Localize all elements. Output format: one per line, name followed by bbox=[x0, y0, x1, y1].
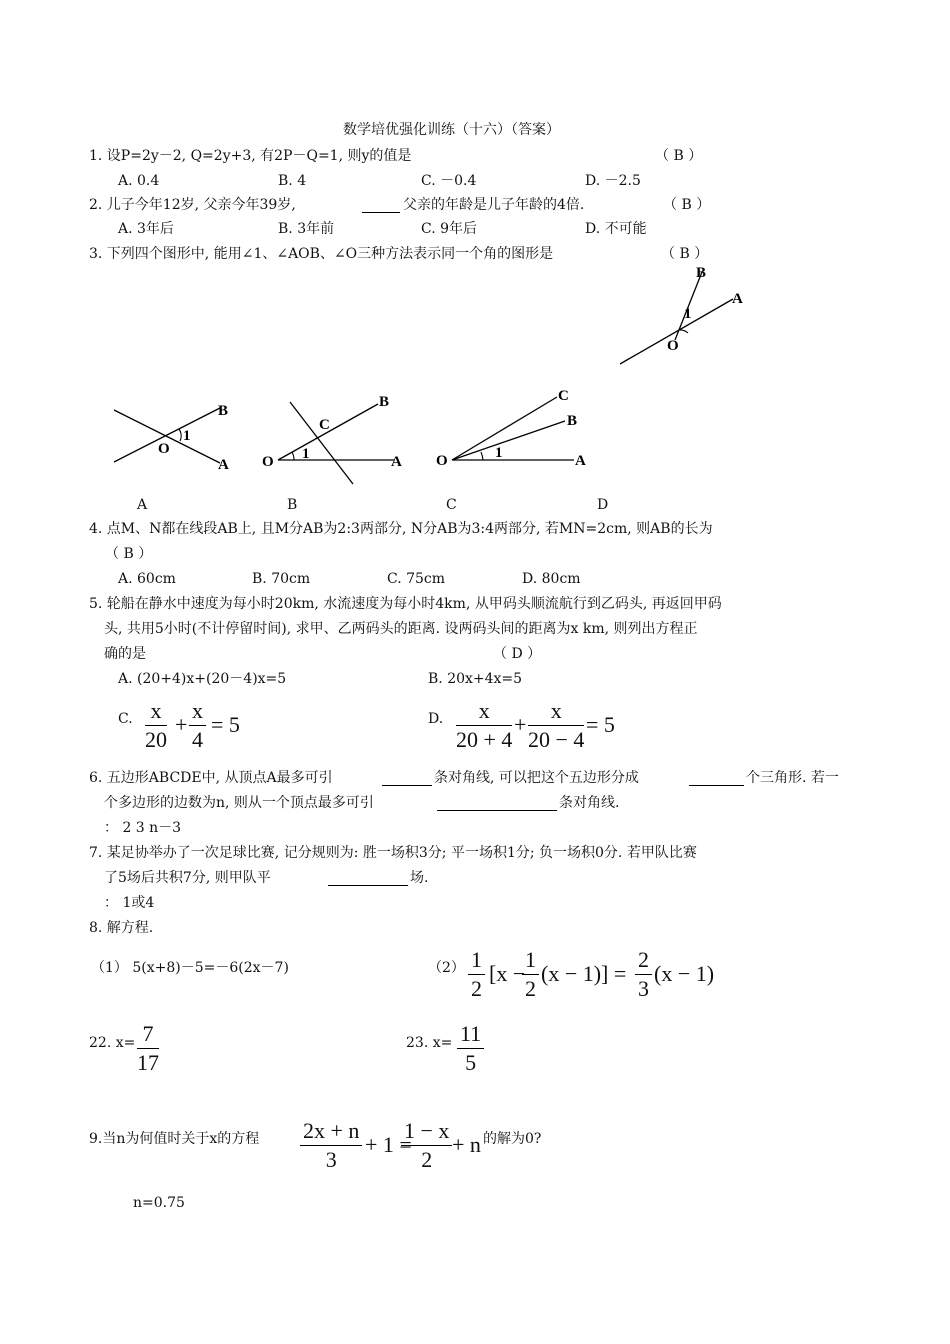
fig-c-label-b: B bbox=[567, 413, 578, 429]
q3-option-label-d: D bbox=[597, 497, 609, 513]
q5-line-1: 5. 轮船在静水中速度为每小时20km, 水流速度为每小时4km, 从甲码头顺流航行到乙码头, 再返回甲码 bbox=[89, 596, 722, 612]
q8-p2-inner-den: 2 bbox=[525, 976, 536, 1001]
fig-c-label-a: A bbox=[575, 453, 586, 469]
q2-option-c: C. 9年后 bbox=[421, 221, 478, 237]
q8-part-2-label: （2） bbox=[428, 960, 465, 976]
q1-option-d: D. －2.5 bbox=[585, 173, 641, 189]
q4-answer: （ B ） bbox=[105, 546, 153, 562]
q6-line-2-start: 个多边形的边数为n, 则从一个顶点最多可引 bbox=[104, 795, 374, 811]
q8-answer-1-label: 22. x= bbox=[89, 1035, 136, 1051]
q5-option-d-label: D. bbox=[428, 711, 444, 727]
fig-b-label-a: A bbox=[391, 454, 402, 470]
q8-answer-1-frac bbox=[137, 1023, 159, 1074]
q8-p2-half-num: 1 bbox=[468, 949, 485, 975]
q6-line-1-mid: 条对角线, 可以把这个五边形分成 bbox=[434, 770, 639, 786]
q8-answer-2-frac bbox=[457, 1023, 484, 1074]
q1-option-c: C. －0.4 bbox=[421, 173, 477, 189]
q7-blank bbox=[328, 873, 408, 886]
fig-d-label-b: B bbox=[696, 265, 707, 281]
q5-line-2: 头, 共用5小时(不计停留时间), 求甲、乙两码头的距离. 设两码头间的距离为x km, 则列出方程正 bbox=[104, 621, 698, 637]
q5-d-equals: = 5 bbox=[586, 712, 615, 737]
q9-answer: n=0.75 bbox=[133, 1195, 185, 1211]
fig-b-label-b: B bbox=[379, 394, 390, 410]
q8-p2-end: (x − 1) bbox=[654, 961, 715, 986]
q5-d-plus: + bbox=[514, 712, 527, 737]
q2-stem-start: 2. 儿子今年12岁, 父亲今年39岁, bbox=[89, 197, 296, 213]
q8-p2-half-den: 2 bbox=[471, 976, 482, 1001]
figure-a bbox=[108, 395, 248, 485]
q3-option-label-c: C bbox=[446, 497, 457, 513]
q9-frac-right bbox=[401, 1120, 452, 1171]
q5-option-c-label: C. bbox=[118, 711, 133, 727]
fig-b-label-c: C bbox=[319, 417, 330, 433]
q4-option-d: D. 80cm bbox=[522, 571, 581, 587]
fig-d-label-a: A bbox=[732, 291, 743, 307]
fig-d-label-o: O bbox=[667, 338, 679, 354]
q2-option-b: B. 3年前 bbox=[278, 221, 335, 237]
q8-p2-frac-inner bbox=[522, 949, 539, 1000]
q3-option-label-a: A bbox=[137, 497, 148, 513]
q1-option-a: A. 0.4 bbox=[118, 173, 160, 189]
q8-p2-middle: (x − 1)] = bbox=[541, 961, 627, 986]
fig-c-label-1: 1 bbox=[495, 445, 503, 461]
q3-stem: 3. 下列四个图形中, 能用∠1、∠AOB、∠O三种方法表示同一个角的图形是 bbox=[89, 246, 554, 262]
fig-a-label-1: 1 bbox=[183, 428, 191, 444]
q4-option-b: B. 70cm bbox=[252, 571, 311, 587]
q6-blank-3 bbox=[437, 798, 557, 811]
q8-answer-2-den: 5 bbox=[465, 1050, 477, 1075]
q8-answer-2-label: 23. x= bbox=[406, 1035, 453, 1051]
q6-line-2-end: 条对角线. bbox=[559, 795, 620, 811]
q8-p2-frac-half bbox=[468, 949, 485, 1000]
q9-right-num: 1 − x bbox=[401, 1120, 452, 1146]
q3-option-label-b: B bbox=[287, 497, 298, 513]
q5-c-equals: = 5 bbox=[211, 712, 240, 737]
q5-d-num-2: x bbox=[528, 700, 584, 726]
fig-d-label-1: 1 bbox=[684, 306, 692, 322]
q4-option-a: A. 60cm bbox=[118, 571, 176, 587]
fig-b-label-o: O bbox=[262, 454, 274, 470]
q7-line-2-end: 场. bbox=[410, 870, 429, 886]
q5-option-b: B. 20x+4x=5 bbox=[428, 671, 523, 687]
q5-option-a: A. (20+4)x+(20－4)x=5 bbox=[118, 671, 287, 687]
q7-line-2-start: 了5场后共积7分, 则甲队平 bbox=[104, 870, 271, 886]
q8-answer-1-num: 7 bbox=[137, 1023, 159, 1049]
q4-stem: 4. 点M、N都在线段AB上, 且M分AB为2:3两部分, N分AB为3:4两部分, 若MN=2cm, 则AB的长为 bbox=[89, 521, 713, 537]
q9-stem-end: 的解为0? bbox=[483, 1131, 542, 1147]
q4-option-c: C. 75cm bbox=[387, 571, 446, 587]
q1-option-b: B. 4 bbox=[278, 173, 307, 189]
q2-option-d: D. 不可能 bbox=[585, 221, 647, 237]
fig-a-label-b: B bbox=[218, 403, 229, 419]
fig-a-label-a: A bbox=[218, 457, 229, 473]
q6-blank-1 bbox=[382, 773, 432, 786]
q9-frac-left bbox=[300, 1120, 362, 1171]
q9-end: + n bbox=[452, 1132, 481, 1157]
q5-c-frac-1 bbox=[145, 700, 167, 751]
q5-line-3: 确的是 bbox=[104, 646, 146, 662]
q8-stem: 8. 解方程. bbox=[89, 920, 154, 936]
q3-answer: （ B ） bbox=[661, 246, 709, 262]
q8-p2-frac-third bbox=[635, 949, 652, 1000]
q9-middle: + 1 = bbox=[365, 1132, 412, 1157]
q5-d-num-1: x bbox=[456, 700, 512, 726]
q5-d-frac-2 bbox=[528, 700, 584, 751]
q2-blank bbox=[362, 200, 400, 213]
q7-answer: ： 1或4 bbox=[104, 895, 155, 911]
q2-option-a: A. 3年后 bbox=[118, 221, 174, 237]
fig-c-label-c: C bbox=[558, 388, 569, 404]
q1-stem: 1. 设P=2y－2, Q=2y+3, 有2P－Q=1, 则y的值是 bbox=[89, 148, 412, 164]
q5-c-frac-2 bbox=[189, 700, 206, 751]
q7-line-1: 7. 某足协举办了一次足球比赛, 记分规则为: 胜一场积3分; 平一场积1分; 负一场积0分. 若甲队比赛 bbox=[89, 845, 697, 861]
q5-d-den-1: 20 + 4 bbox=[456, 727, 513, 752]
q5-c-plus: + bbox=[175, 712, 188, 737]
page-title: 数学培优强化训练（十六）（答案） bbox=[343, 122, 560, 138]
q6-answer: ： 2 3 n－3 bbox=[104, 820, 182, 836]
q8-p2-third-den: 3 bbox=[638, 976, 649, 1001]
fig-b-label-1: 1 bbox=[302, 446, 310, 462]
q2-answer: （ B ） bbox=[663, 197, 711, 213]
q9-right-den: 2 bbox=[421, 1147, 433, 1172]
q8-part-1: （1） 5(x+8)－5=－6(2x－7) bbox=[91, 960, 289, 976]
figure-d bbox=[615, 262, 785, 372]
q5-d-frac-1 bbox=[456, 700, 512, 751]
figure-b bbox=[258, 390, 418, 490]
q8-p2-bracket-start: [x − bbox=[489, 961, 526, 986]
q8-p2-inner-num: 1 bbox=[522, 949, 539, 975]
q8-answer-1-den: 17 bbox=[137, 1050, 159, 1075]
q6-line-1-start: 6. 五边形ABCDE中, 从顶点A最多可引 bbox=[89, 770, 333, 786]
q8-answer-2-num: 11 bbox=[457, 1023, 484, 1049]
q9-left-num: 2x + n bbox=[300, 1120, 362, 1146]
q5-c-den-1: 20 bbox=[145, 727, 167, 752]
q9-stem-start: 9.当n为何值时关于x的方程 bbox=[89, 1131, 260, 1147]
q9-left-den: 3 bbox=[325, 1147, 337, 1172]
q1-answer: （ B ） bbox=[655, 148, 703, 164]
fig-c-label-o: O bbox=[436, 453, 448, 469]
q5-answer: （ D ） bbox=[493, 646, 542, 662]
q8-p2-third-num: 2 bbox=[635, 949, 652, 975]
q5-c-num-2: x bbox=[189, 700, 206, 726]
q5-d-den-2: 20 − 4 bbox=[528, 727, 585, 752]
q6-line-1-end: 个三角形. 若一 bbox=[746, 770, 839, 786]
q5-c-num-1: x bbox=[145, 700, 167, 726]
fig-a-label-o: O bbox=[158, 441, 170, 457]
q6-blank-2 bbox=[689, 773, 744, 786]
figure-c bbox=[432, 385, 602, 485]
q2-stem-end: 父亲的年龄是儿子年龄的4倍. bbox=[403, 197, 585, 213]
q5-c-den-2: 4 bbox=[192, 727, 203, 752]
